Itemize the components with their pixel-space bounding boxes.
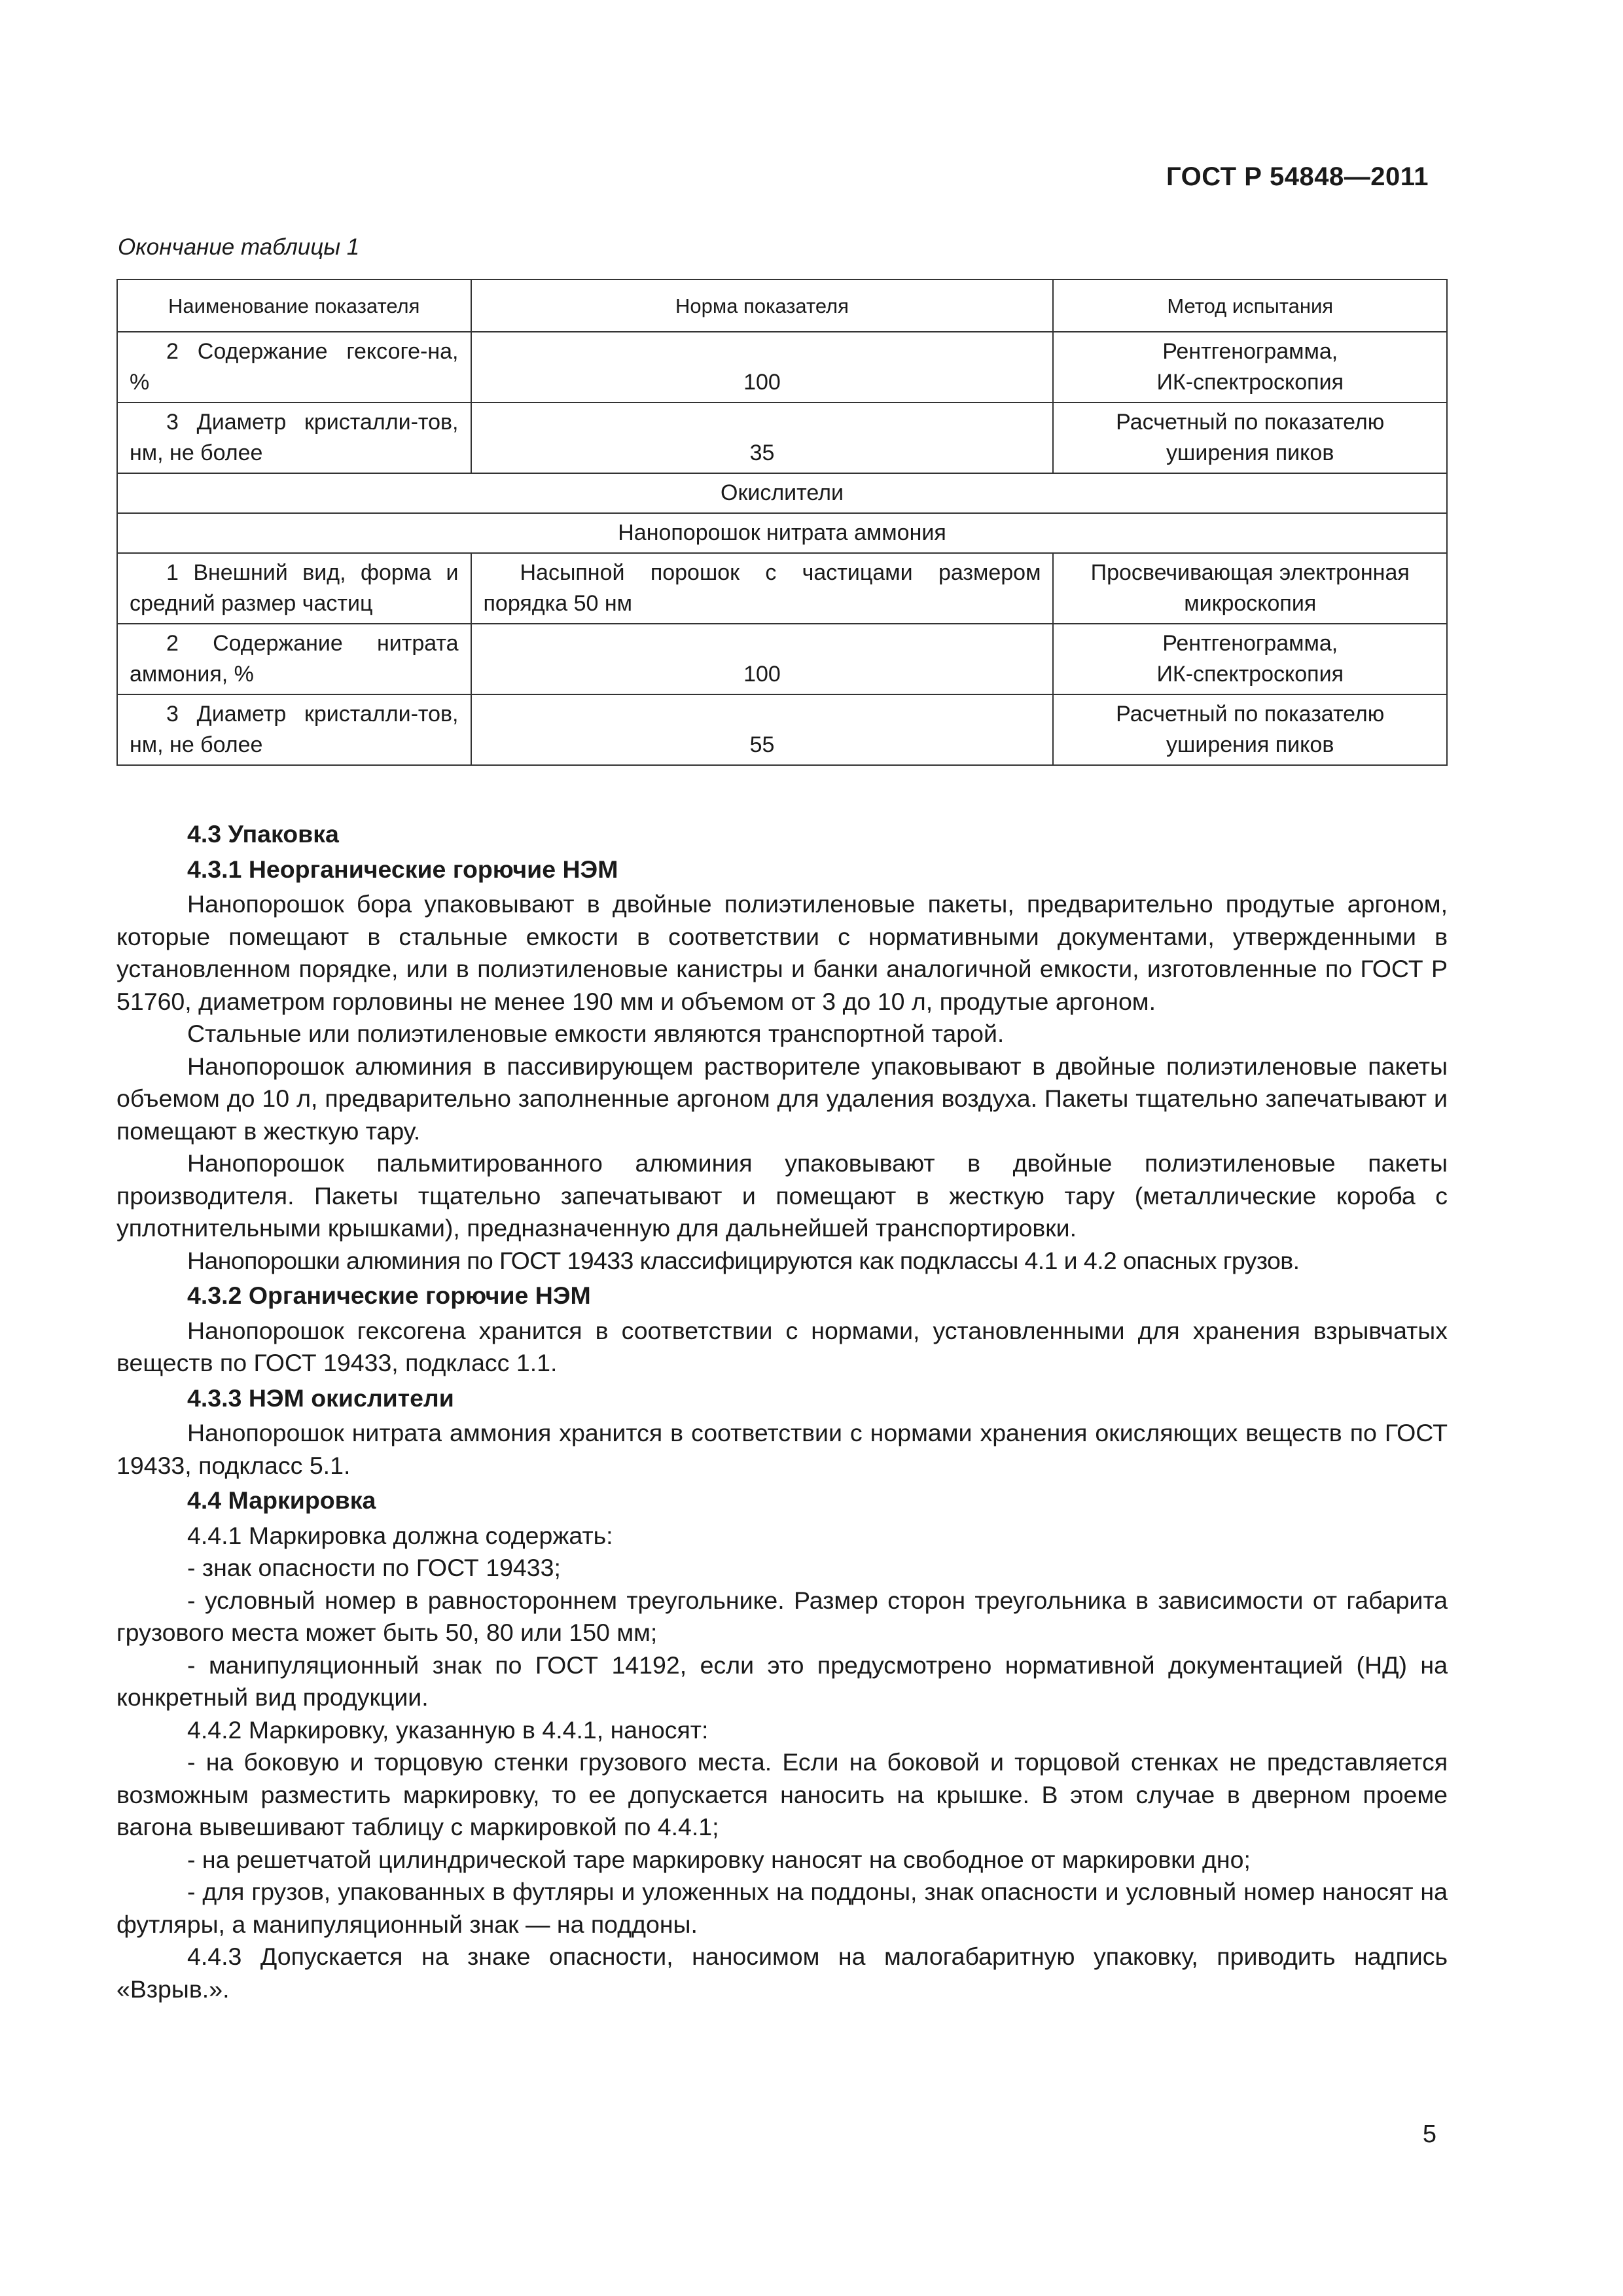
paragraph: Стальные или полиэтиленовые емкости являются транспортной тарой. <box>187 1020 1005 1047</box>
paragraph: Нанопорошок нитрата аммония хранится в соответствии с нормами хранения окисляющих веществ по ГОСТ 19433, подкласс 5.1. <box>116 1419 1448 1479</box>
subsection-heading: 4.3.3 НЭМ окислители <box>187 1384 454 1412</box>
list-item: - условный номер в равностороннем треугольнике. Размер сторон треугольника в зависимости от габарита грузового места может быть 50, 80 или 150 мм; <box>116 1586 1448 1646</box>
paragraph: 4.4.2 Маркировку, указанную в 4.4.1, наносят: <box>187 1715 709 1744</box>
section-title: Нанопорошок нитрата аммония <box>117 513 1447 553</box>
subsection-heading: 4.3.1 Неорганические горючие НЭМ <box>187 855 618 883</box>
paragraph: Нанопорошок пальмитированного алюминия упаковывают в двойные полиэтиленовые пакеты производителя. Пакеты тщательно запечатывают и помещают в жесткую тару (металлические короба с уплотнительными крышками), предназначенную для дальнейшей транспортировки. <box>116 1149 1448 1242</box>
indicator-norm: Насыпной порошок с частицами размером порядка 50 нм <box>471 553 1054 624</box>
indicator-name: 2 Содержание нитрата аммония, % <box>117 624 471 694</box>
paragraph: 4.4.3 Допускается на знаке опасности, наносимом на малогабаритную упаковку, приводить надпись «Взрыв.». <box>116 1943 1448 2003</box>
table-row <box>117 332 1447 403</box>
list-item: - манипуляционный знак по ГОСТ 14192, если это предусмотрено нормативной документацией (НД) на конкретный вид продукции. <box>116 1651 1448 1711</box>
column-header: Метод испытания <box>1053 279 1447 332</box>
test-method: Расчетный по показателю уширения пиков <box>1053 403 1447 473</box>
table-section-row <box>117 473 1447 513</box>
list-item: - на решетчатой цилиндрической таре маркировку наносят на свободное от маркировки дно; <box>187 1845 1251 1873</box>
document-body <box>116 816 1448 2005</box>
indicator-name: 3 Диаметр кристалли-тов, нм, не более <box>117 694 471 765</box>
paragraph: Нанопорошок алюминия в пассивирующем растворителе упаковывают в двойные полиэтиленовые пакеты объемом до 10 л, предварительно заполненные аргоном для удаления воздуха. Пакеты тщательно запечатывают и помещают в жесткую тару. <box>116 1052 1448 1145</box>
paragraph: Нанопорошок гексогена хранится в соответствии с нормами, установленными для хранения взрывчатых веществ по ГОСТ 19433, подкласс 1.1. <box>116 1316 1448 1376</box>
page-number: 5 <box>1422 2121 1436 2148</box>
table-row <box>117 403 1447 473</box>
subsection-heading: 4.3.2 Органические горючие НЭМ <box>187 1282 591 1309</box>
paragraph: 4.4.1 Маркировка должна содержать: <box>187 1521 613 1549</box>
table-caption: Окончание таблицы 1 <box>118 234 360 260</box>
table-row <box>117 624 1447 694</box>
list-item: - на боковую и торцовую стенки грузового места. Если на боковой и торцовой стенках не представляется возможным разместить маркировку, то ее допускается наносить на крышке. В этом случае в дверном проеме вагона вывешивают таблицу с маркировкой по 4.4.1; <box>116 1748 1448 1840</box>
table-section-row <box>117 513 1447 553</box>
section-heading: 4.3 Упаковка <box>187 820 339 848</box>
list-item: - для грузов, упакованных в футляры и уложенных на поддоны, знак опасности и условный номер наносят на футляры, а манипуляционный знак — на поддоны. <box>116 1878 1448 1938</box>
indicator-norm: 35 <box>471 403 1054 473</box>
indicator-name: 2 Содержание гексоге-на, % <box>117 332 471 403</box>
table-row <box>117 553 1447 624</box>
section-heading: 4.4 Маркировка <box>187 1486 376 1514</box>
column-header: Норма показателя <box>471 279 1054 332</box>
indicator-name: 3 Диаметр кристалли-тов, нм, не более <box>117 403 471 473</box>
document-code: ГОСТ Р 54848—2011 <box>1166 162 1429 191</box>
table-header-row <box>117 279 1447 332</box>
indicator-name: 1 Внешний вид, форма и средний размер частиц <box>117 553 471 624</box>
column-header: Наименование показателя <box>117 279 471 332</box>
test-method: Рентгенограмма, ИК-спектроскопия <box>1053 332 1447 403</box>
section-title: Окислители <box>117 473 1447 513</box>
test-method: Просвечивающая электронная микроскопия <box>1053 553 1447 624</box>
indicator-norm: 100 <box>471 624 1054 694</box>
test-method: Рентгенограмма, ИК-спектроскопия <box>1053 624 1447 694</box>
list-item: - знак опасности по ГОСТ 19433; <box>187 1554 561 1581</box>
specification-table <box>116 279 1448 766</box>
paragraph: Нанопорошок бора упаковывают в двойные полиэтиленовые пакеты, предварительно продутые аргоном, которые помещают в стальные емкости в соответствии с нормативными документами, утвержденными в установленном порядке, или в полиэтиленовые канистры и банки аналогичной емкости, изготовленные по ГОСТ Р 51760, диаметром горловины не менее 190 мм и объемом от 3 до 10 л, продутые аргоном. <box>116 890 1448 1015</box>
paragraph: Нанопорошки алюминия по ГОСТ 19433 классифицируются как подклассы 4.1 и 4.2 опасных грузов. <box>187 1246 1300 1274</box>
indicator-norm: 100 <box>471 332 1054 403</box>
table-row <box>117 694 1447 765</box>
test-method: Расчетный по показателю уширения пиков <box>1053 694 1447 765</box>
indicator-norm: 55 <box>471 694 1054 765</box>
